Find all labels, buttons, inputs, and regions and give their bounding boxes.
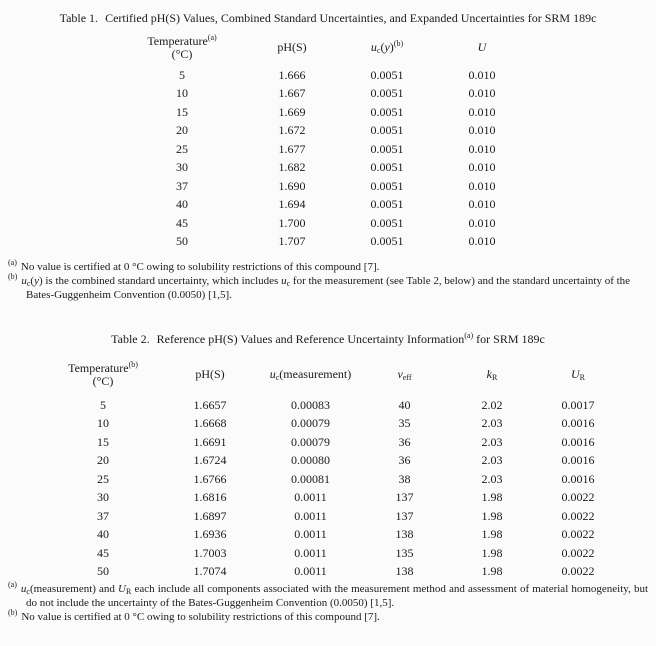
uc-subscript: c — [26, 278, 31, 288]
footnote-ref-b: (b) — [128, 359, 138, 369]
table1-footnotes — [8, 258, 648, 302]
uc-symbol: u — [269, 367, 276, 382]
temperature-unit: (°C) — [92, 374, 114, 388]
temperature-unit: (°C) — [171, 47, 193, 61]
footnote-text: No value is certified at 0 °C owing to solubility restrictions of this compound [7]. — [21, 610, 380, 623]
table-row — [122, 140, 532, 159]
cell-UR: 0.0022 — [561, 490, 595, 505]
column-header-uc — [342, 30, 432, 66]
cell-ph: 1.6668 — [193, 416, 227, 431]
footnote-marker: (b) — [8, 271, 18, 281]
cell-UR: 0.0022 — [561, 564, 595, 579]
cell-UR: 0.0016 — [561, 416, 595, 431]
table2-title-label: Table 2. — [111, 332, 150, 346]
table2-header-row — [48, 354, 622, 396]
cell-temperature: 25 — [176, 141, 188, 156]
uc-symbol: u — [281, 274, 287, 287]
cell-veff: 137 — [395, 508, 414, 523]
cell-U: 0.010 — [468, 86, 496, 101]
cell-uc-measurement: 0.00079 — [291, 416, 330, 431]
footnote-a — [8, 580, 648, 611]
k-symbol: k — [486, 367, 492, 382]
y-symbol: y — [34, 274, 39, 287]
cell-ph: 1.677 — [278, 141, 306, 156]
cell-ph: 1.6657 — [193, 397, 227, 412]
table-row — [48, 433, 622, 452]
cell-UR: 0.0022 — [561, 508, 595, 523]
R-subscript: R — [491, 373, 498, 383]
table-row — [122, 214, 532, 233]
cell-ph: 1.6691 — [193, 434, 227, 449]
table1-title-text: Certified pH(S) Values, Combined Standard Uncertainties, and Expanded Uncertainties for SRM 189c — [105, 11, 597, 25]
footnote-text: for the measurement (see Table 2, below) and the standard uncertainty of the Bates-Guggenheim Convention (0.0050) [1,5]. — [26, 274, 631, 301]
ph-label: pH(S) — [195, 367, 225, 382]
U-symbol: U — [477, 40, 487, 55]
cell-kR: 2.03 — [481, 471, 503, 486]
R-subscript: R — [125, 587, 132, 596]
uc-subscript: c — [376, 46, 381, 56]
cell-UR: 0.0017 — [561, 397, 595, 412]
cell-uc: 0.0051 — [370, 178, 404, 193]
cell-uc-measurement: 0.0011 — [294, 508, 327, 523]
table2-title — [0, 332, 656, 346]
column-header-temperature — [48, 354, 158, 396]
cell-U: 0.010 — [468, 215, 496, 230]
cell-kR: 2.03 — [481, 434, 503, 449]
cell-temperature: 10 — [176, 86, 188, 101]
cell-uc: 0.0051 — [370, 86, 404, 101]
table-row — [48, 415, 622, 434]
uc-subscript: c — [26, 587, 30, 596]
cell-ph: 1.669 — [278, 104, 306, 119]
cell-temperature: 30 — [97, 490, 109, 505]
table1-title — [0, 11, 656, 25]
table2-reference-values — [48, 354, 622, 581]
cell-temperature: 10 — [97, 416, 109, 431]
uc-measurement-label: (measurement) — [279, 367, 352, 382]
cell-UR: 0.0016 — [561, 471, 595, 486]
cell-temperature: 40 — [176, 197, 188, 212]
cell-temperature: 25 — [97, 471, 109, 486]
cell-ph: 1.666 — [278, 67, 306, 82]
cell-U: 0.010 — [468, 178, 496, 193]
paren-close: ) — [389, 40, 394, 55]
cell-U: 0.010 — [468, 141, 496, 156]
cell-veff: 35 — [398, 416, 411, 431]
cell-temperature: 45 — [97, 545, 109, 560]
ph-label: pH(S) — [277, 40, 307, 55]
cell-veff: 36 — [398, 434, 411, 449]
cell-ph: 1.682 — [278, 160, 306, 175]
cell-uc-measurement: 0.0011 — [294, 490, 327, 505]
cell-uc-measurement: 0.0011 — [294, 564, 327, 579]
table-row — [122, 196, 532, 215]
footnote-ref-b: (b) — [393, 39, 404, 49]
cell-temperature: 37 — [97, 508, 109, 523]
cell-ph: 1.690 — [278, 178, 306, 193]
column-header-uc-measurement — [262, 354, 359, 396]
cell-kR: 2.02 — [481, 397, 503, 412]
table-row — [48, 507, 622, 526]
footnote-marker: (a) — [8, 580, 17, 589]
footnote-ref-a: (a) — [464, 331, 474, 340]
cell-uc-measurement: 0.00081 — [291, 471, 330, 486]
cell-uc: 0.0051 — [370, 67, 404, 82]
eff-subscript: eff — [402, 373, 412, 383]
cell-temperature: 37 — [176, 178, 188, 193]
cell-UR: 0.0022 — [561, 527, 595, 542]
U-symbol: U — [570, 367, 580, 382]
cell-ph: 1.6816 — [193, 490, 227, 505]
cell-ph: 1.6724 — [193, 453, 227, 468]
nu-symbol: v — [397, 367, 403, 382]
table-row — [48, 452, 622, 471]
cell-U: 0.010 — [468, 197, 496, 212]
cell-uc: 0.0051 — [370, 160, 404, 175]
cell-uc: 0.0051 — [370, 234, 404, 249]
cell-veff: 38 — [398, 471, 411, 486]
cell-UR: 0.0016 — [561, 453, 595, 468]
paren-open: ( — [380, 40, 385, 55]
cell-temperature: 50 — [97, 564, 109, 579]
footnote-marker: (b) — [8, 607, 18, 617]
uc-subscript: c — [286, 278, 291, 288]
footnote-text: (measurement) and — [29, 583, 119, 595]
table-row — [48, 544, 622, 563]
table-row — [122, 122, 532, 141]
table-row — [48, 489, 622, 508]
cell-ph: 1.694 — [278, 197, 306, 212]
table-row — [122, 103, 532, 122]
cell-ph: 1.7003 — [193, 545, 227, 560]
footnote-a — [8, 258, 648, 275]
footnote-b — [8, 271, 648, 303]
table2-title-text: Reference pH(S) Values and Reference Uncertainty Information — [156, 332, 465, 346]
table-row — [122, 233, 532, 252]
footnote-b — [8, 607, 648, 625]
table2-footnotes — [8, 580, 648, 624]
cell-uc-measurement: 0.0011 — [294, 527, 327, 542]
cell-temperature: 15 — [97, 434, 109, 449]
table1-body — [122, 66, 532, 251]
cell-U: 0.010 — [468, 234, 496, 249]
table1-header-row — [122, 30, 532, 66]
table2-body — [48, 396, 622, 581]
cell-veff: 137 — [395, 490, 414, 505]
cell-uc: 0.0051 — [370, 104, 404, 119]
cell-UR: 0.0016 — [561, 434, 595, 449]
cell-temperature: 50 — [176, 234, 188, 249]
table-row — [48, 526, 622, 545]
cell-U: 0.010 — [468, 160, 496, 175]
footnote-text: each include all components associated with the measurement method and assessment of material homogeneity, but do not include the uncertainty of the Bates-Guggenheim Convention (0.0050) [1,5]. — [26, 583, 648, 609]
cell-temperature: 20 — [97, 453, 109, 468]
table-row — [48, 396, 622, 415]
temperature-label: Temperature — [68, 360, 129, 375]
table1-certified-values — [122, 30, 532, 251]
cell-kR: 1.98 — [481, 527, 503, 542]
cell-ph: 1.6766 — [193, 471, 227, 486]
cell-veff: 135 — [395, 545, 414, 560]
cell-uc: 0.0051 — [370, 197, 404, 212]
cell-temperature: 15 — [176, 104, 188, 119]
cell-ph: 1.6897 — [193, 508, 227, 523]
cell-ph: 1.667 — [278, 86, 306, 101]
column-header-U — [432, 30, 532, 66]
uc-symbol: u — [21, 274, 27, 287]
column-header-UR — [534, 354, 622, 396]
footnote-text: No value is certified at 0 °C owing to solubility restrictions of this compound [7]. — [20, 261, 380, 273]
y-symbol: y — [384, 40, 390, 55]
cell-kR: 2.03 — [481, 416, 503, 431]
cell-ph: 1.700 — [278, 215, 306, 230]
cell-temperature: 30 — [176, 160, 188, 175]
cell-veff: 138 — [395, 527, 414, 542]
uc-subscript: c — [275, 373, 280, 383]
cell-temperature: 5 — [179, 67, 185, 82]
cell-UR: 0.0022 — [561, 545, 595, 560]
cell-uc-measurement: 0.00083 — [291, 397, 330, 412]
cell-U: 0.010 — [468, 67, 496, 82]
table-row — [122, 159, 532, 178]
cell-kR: 2.03 — [481, 453, 503, 468]
cell-uc-measurement: 0.00080 — [291, 453, 330, 468]
cell-uc: 0.0051 — [370, 123, 404, 138]
cell-veff: 40 — [398, 397, 411, 412]
cell-ph: 1.6936 — [193, 527, 227, 542]
cell-kR: 1.98 — [481, 490, 503, 505]
footnote-ref-a: (a) — [207, 32, 217, 42]
table1-title-label: Table 1. — [59, 11, 99, 25]
footnote-marker: (a) — [8, 258, 17, 267]
cell-U: 0.010 — [468, 123, 496, 138]
cell-kR: 1.98 — [481, 508, 503, 523]
table-row — [122, 85, 532, 104]
column-header-veff — [359, 354, 450, 396]
cell-ph: 1.672 — [278, 123, 306, 138]
U-symbol: U — [118, 583, 126, 595]
table-row — [122, 66, 532, 85]
table2-title-text-post: for SRM 189c — [473, 332, 545, 346]
cell-temperature: 20 — [176, 123, 188, 138]
column-header-ph — [242, 30, 342, 66]
uc-symbol: u — [20, 583, 27, 595]
table-row — [48, 470, 622, 489]
cell-temperature: 5 — [100, 397, 106, 412]
cell-veff: 36 — [398, 453, 411, 468]
column-header-temperature — [122, 30, 242, 66]
cell-ph: 1.7074 — [193, 564, 227, 579]
uc-symbol: u — [370, 40, 377, 55]
cell-kR: 1.98 — [481, 564, 503, 579]
cell-temperature: 40 — [97, 527, 109, 542]
footnote-text: ( — [30, 274, 35, 287]
table-row — [48, 563, 622, 582]
column-header-kR — [450, 354, 534, 396]
cell-ph: 1.707 — [278, 234, 306, 249]
cell-kR: 1.98 — [481, 545, 503, 560]
cell-uc-measurement: 0.00079 — [291, 434, 330, 449]
cell-uc: 0.0051 — [370, 215, 404, 230]
cell-uc: 0.0051 — [370, 141, 404, 156]
cell-temperature: 45 — [176, 215, 188, 230]
temperature-label: Temperature — [147, 33, 208, 48]
footnote-text: ) is the combined standard uncertainty, which includes — [38, 274, 282, 287]
cell-uc-measurement: 0.0011 — [294, 545, 327, 560]
R-subscript: R — [579, 373, 585, 383]
cell-U: 0.010 — [468, 104, 496, 119]
cell-veff: 138 — [395, 564, 414, 579]
table-row — [122, 177, 532, 196]
column-header-ph — [158, 354, 262, 396]
